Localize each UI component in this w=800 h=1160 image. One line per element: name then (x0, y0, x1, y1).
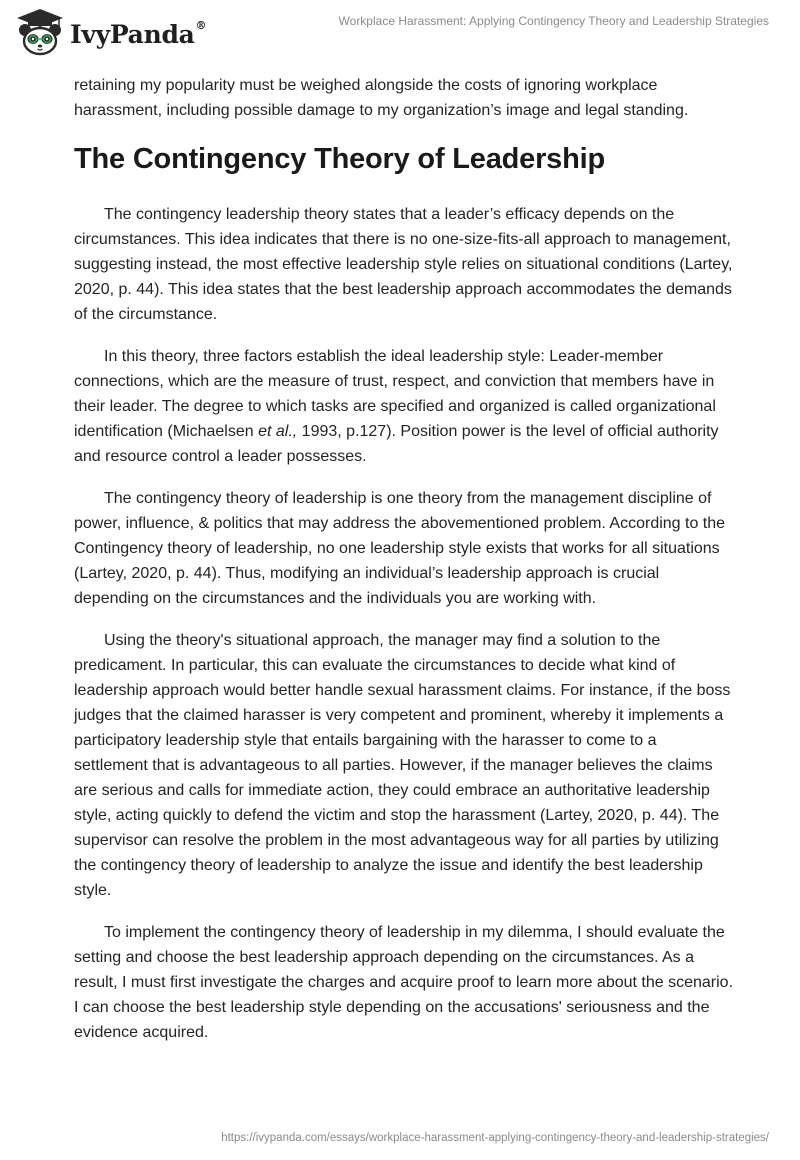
paragraph-2-text-b: 1993, p.127). Position power is the level of official authority and resource control a leader possesses. (74, 423, 719, 465)
section-heading: The Contingency Theory of Leadership (74, 143, 605, 175)
source-url[interactable]: https://ivypanda.com/essays/workplace-harassment-applying-contingency-theory-and-leadership-strategies/ (221, 1132, 769, 1144)
page-header (0, 0, 800, 60)
essay-body (74, 73, 734, 1062)
paragraph-2-text-a: In this theory, three factors establish the ideal leadership style: Leader-member connections, which are the measure of trust, respect, and conviction that members have in their leader. The degree to which tasks are specified and organized is called organizational identification (Michaelsen (74, 348, 716, 440)
paragraph-5: To implement the contingency theory of leadership in my dilemma, I should evaluate the setting and choose the best leadership approach depending on the circumstances. As a result, I must first investigate the charges and acquire proof to learn more about the scenario. I can choose the best leadership style depending on the accusations' seriousness and the evidence acquired. (74, 924, 734, 1041)
panda-graduation-icon (14, 8, 66, 56)
citation-italic: et al., (258, 423, 298, 440)
paragraph-4: Using the theory's situational approach, the manager may find a solution to the predicament. In particular, this can evaluate the circumstances to decide what kind of leadership approach would better handle sexual harassment claims. For instance, if the boss judges that the claimed harasser is very competent and prominent, whereby it implements a participatory leadership style that entails bargaining with the harasser to come to a settlement that is advantageous to all parties. However, if the manager believes the claims are serious and calls for immediate action, they could embrace an authoritative leadership style, acting quickly to defend the victim and stop the harassment (Lartey, 2020, p. 44). The supervisor can resolve the problem in the most advantageous way for all parties by utilizing the contingency theory of leadership to analyze the issue and identify the best leadership style. (74, 632, 731, 899)
paragraph-1: The contingency leadership theory states that a leader’s efficacy depends on the circumstances. This idea indicates that there is no one-size-fits-all approach to management, suggesting instead, the most effective leadership style relies on situational conditions (Lartey, 2020, p. 44). This idea states that the best leadership approach accommodates the demands of the circumstance. (74, 206, 733, 323)
paragraph-2 (74, 344, 734, 469)
paragraph-3: The contingency theory of leadership is one theory from the management discipline of power, influence, & politics that may address the abovementioned problem. According to the Contingency theory of leadership, no one leadership style exists that works for all situations (Lartey, 2020, p. 44). Thus, modifying an individual’s leadership approach is crucial depending on the circumstances and the individuals you are working with. (74, 490, 726, 607)
running-title: Workplace Harassment: Applying Contingency Theory and Leadership Strategies (338, 14, 769, 28)
registered-mark: ® (195, 19, 207, 33)
brand-name: IvyPanda® (70, 19, 207, 49)
lead-paragraph: retaining my popularity must be weighed alongside the costs of ignoring workplace harassment, including possible damage to my organization’s image and legal standing. (74, 77, 689, 119)
ivypanda-logo[interactable] (14, 8, 206, 56)
